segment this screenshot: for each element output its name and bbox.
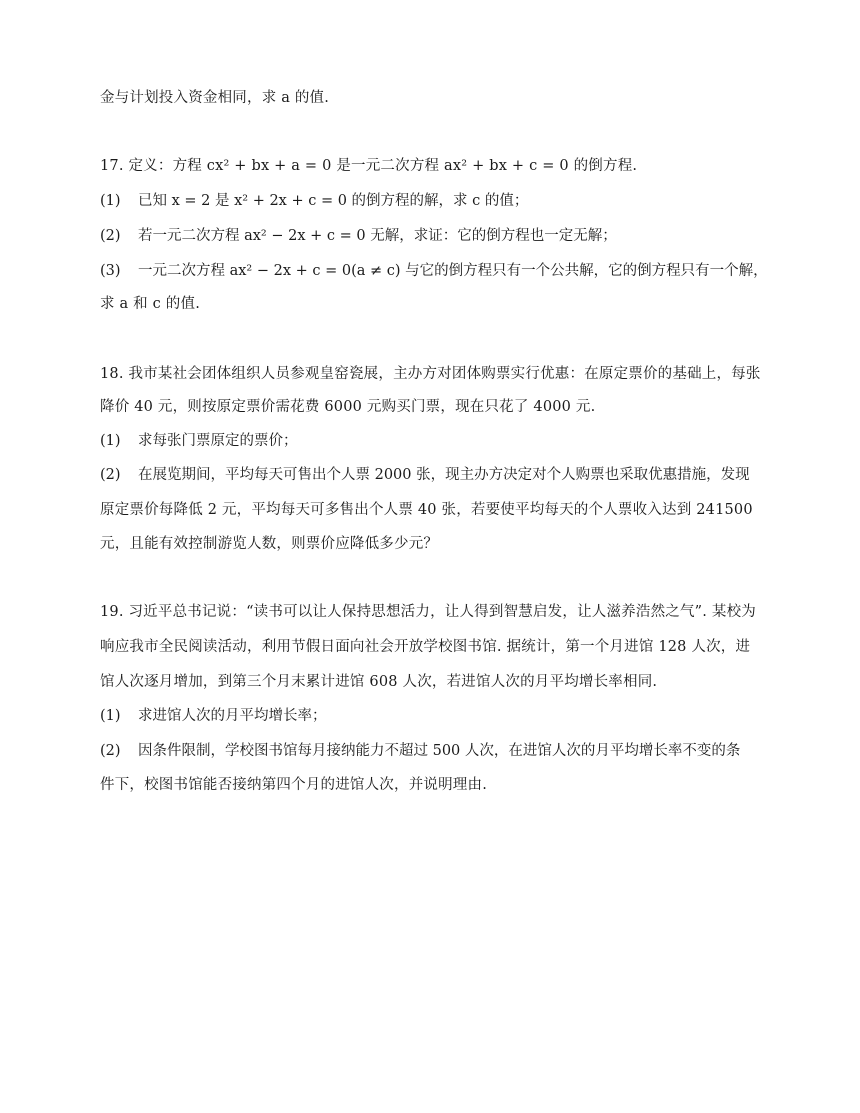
part-text: 因条件限制，学校图书馆每月接纳能力不超过 500 人次，在进馆人次的月平均增长率不变的条	[138, 743, 741, 759]
part-number: (2)	[100, 228, 121, 244]
question-17-part-3	[100, 261, 768, 281]
part-number: (1)	[100, 193, 121, 209]
question-19-part-2-cont: 件下，校图书馆能否接纳第四个月的进馆人次，并说明理由.	[100, 777, 488, 793]
question-18-stem-1: 18. 我市某社会团体组织人员参观皇窑瓷展，主办方对团体购票实行优惠：在原定票价的基础上，每张	[100, 366, 761, 382]
part-text: 在展览期间，平均每天可售出个人票 2000 张，现主办方决定对个人购票也采取优惠措施，发现	[138, 467, 750, 483]
question-17-title: 17. 定义：方程 cx² + bx + a = 0 是一元二次方程 ax² + bx + c = 0 的倒方程.	[100, 158, 638, 174]
part-number: (2)	[100, 743, 121, 759]
part-text: 求进馆人次的月平均增长率；	[138, 708, 327, 724]
text-line-continuation: 金与计划投入资金相同，求 a 的值.	[100, 90, 330, 106]
part-text: 若一元二次方程 ax² − 2x + c = 0 无解，求证：它的倒方程也一定无解；	[138, 228, 617, 244]
part-number: (1)	[100, 433, 121, 449]
question-19-stem-2: 响应我市全民阅读活动，利用节假日面向社会开放学校图书馆. 据统计，第一个月进馆 128 人次，进	[100, 639, 751, 655]
part-text: 一元二次方程 ax² − 2x + c = 0(a ≠ c) 与它的倒方程只有一个公共解，它的倒方程只有一个解，	[138, 263, 768, 279]
question-17-part-2	[100, 226, 617, 246]
question-19-part-1	[100, 706, 327, 726]
question-18-part-2-cont-2: 元，且能有效控制游览人数，则票价应降低多少元？	[100, 536, 439, 552]
question-19-part-2	[100, 741, 740, 761]
question-17-part-1	[100, 191, 528, 211]
question-18-part-2-cont-1: 原定票价每降低 2 元，平均每天可多售出个人票 40 张，若要使平均每天的个人票收入达到 241500	[100, 502, 753, 518]
part-number: (3)	[100, 263, 121, 279]
question-17-part-3-cont: 求 a 和 c 的值.	[100, 296, 201, 312]
question-18-stem-2: 降价 40 元，则按原定票价需花费 6000 元购买门票，现在只花了 4000 元.	[100, 399, 596, 415]
part-number: (2)	[100, 467, 121, 483]
question-19-stem-1: 19. 习近平总书记说：“读书可以让人保持思想活力，让人得到智慧启发，让人滋养浩然之气”. 某校为	[100, 604, 757, 620]
part-text: 求每张门票原定的票价；	[138, 433, 298, 449]
part-text: 已知 x = 2 是 x² + 2x + c = 0 的倒方程的解，求 c 的值；	[138, 193, 529, 209]
part-number: (1)	[100, 708, 121, 724]
question-18-part-1	[100, 431, 298, 451]
question-19-stem-3: 馆人次逐月增加，到第三个月末累计进馆 608 人次，若进馆人次的月平均增长率相同.	[100, 674, 658, 690]
question-18-part-2	[100, 465, 750, 485]
